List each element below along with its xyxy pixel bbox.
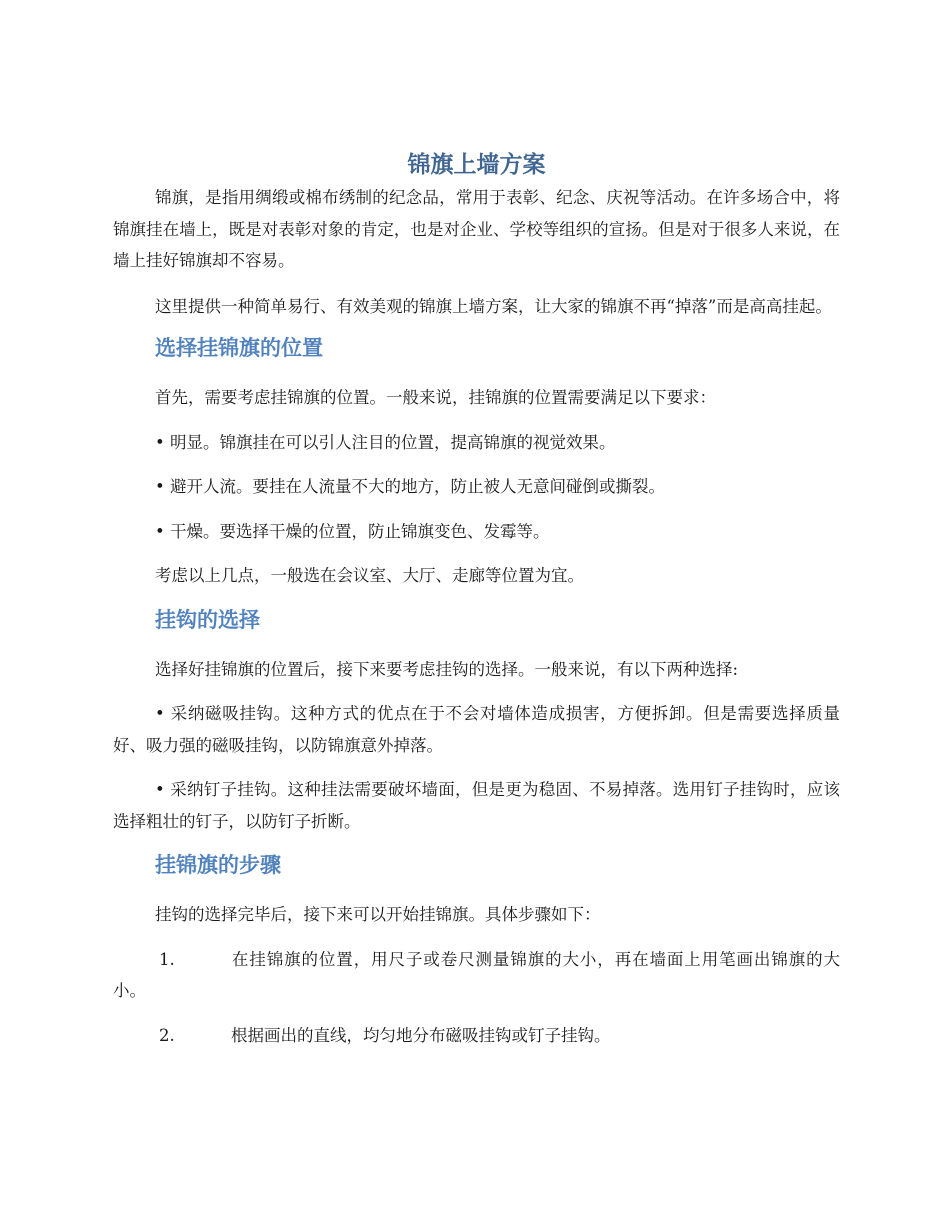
- section-heading-steps: 挂锦旗的步骤: [155, 853, 281, 877]
- bullet-item: • 明显。锦旗挂在可以引人注目的位置，提高锦旗的视觉效果。: [155, 432, 616, 452]
- bullet-item: • 避开人流。要挂在人流量不大的地方，防止被人无意间碰倒或撕裂。: [155, 477, 665, 496]
- step-item: [113, 1020, 840, 1052]
- bullet-item: • 干燥。要选择干燥的位置，防止锦旗变色、发霉等。: [155, 521, 550, 541]
- section-lead: 挂钩的选择完毕后，接下来可以开始挂锦旗。具体步骤如下：: [155, 905, 601, 924]
- step-text: 根据画出的直线，均匀地分布磁吸挂钩或钉子挂钩。: [231, 1025, 611, 1045]
- document-page: [113, 148, 840, 1051]
- intro-paragraph-1: 锦旗，是指用绸缎或棉布绣制的纪念品，常用于表彰、纪念、庆祝等活动。在许多场合中，将锦旗挂在墙上，既是对表彰对象的肯定，也是对企业、学校等组织的宣扬。但是对于很多人来说，在墙上挂好锦旗却不容易。: [113, 188, 840, 270]
- section-lead: 选择好挂锦旗的位置后，接下来要考虑挂钩的选择。一般来说，有以下两种选择:: [155, 659, 739, 679]
- step-item: [113, 944, 840, 1007]
- intro-paragraph-2: 这里提供一种简单易行、有效美观的锦旗上墙方案，让大家的锦旗不再“掉落”而是高高挂起。: [155, 296, 832, 316]
- step-number: 1.: [159, 949, 175, 969]
- document-title: 锦旗上墙方案: [407, 152, 546, 178]
- step-text: 在挂锦旗的位置，用尺子或卷尺测量锦旗的大小，再在墙面上用笔画出锦旗的大小。: [113, 949, 840, 1000]
- bullet-item: • 采纳钉子挂钩。这种挂法需要破坏墙面，但是更为稳固、不易掉落。选用钉子挂钩时，应该选择粗壮的钉子，以防钉子折断。: [113, 780, 840, 831]
- section-lead: 首先，需要考虑挂锦旗的位置。一般来说，挂锦旗的位置需要满足以下要求：: [155, 388, 716, 407]
- section-heading-hooks: 挂钩的选择: [155, 607, 260, 632]
- bullet-item: • 采纳磁吸挂钩。这种方式的优点在于不会对墙体造成损害，方便拆卸。但是需要选择质量好、吸力强的磁吸挂钩，以防锦旗意外掉落。: [113, 704, 840, 755]
- section-heading-location: 选择挂锦旗的位置: [155, 336, 323, 360]
- section-conclusion: 考虑以上几点，一般选在会议室、大厅、走廊等位置为宜。: [155, 566, 584, 585]
- step-number: 2.: [159, 1025, 175, 1045]
